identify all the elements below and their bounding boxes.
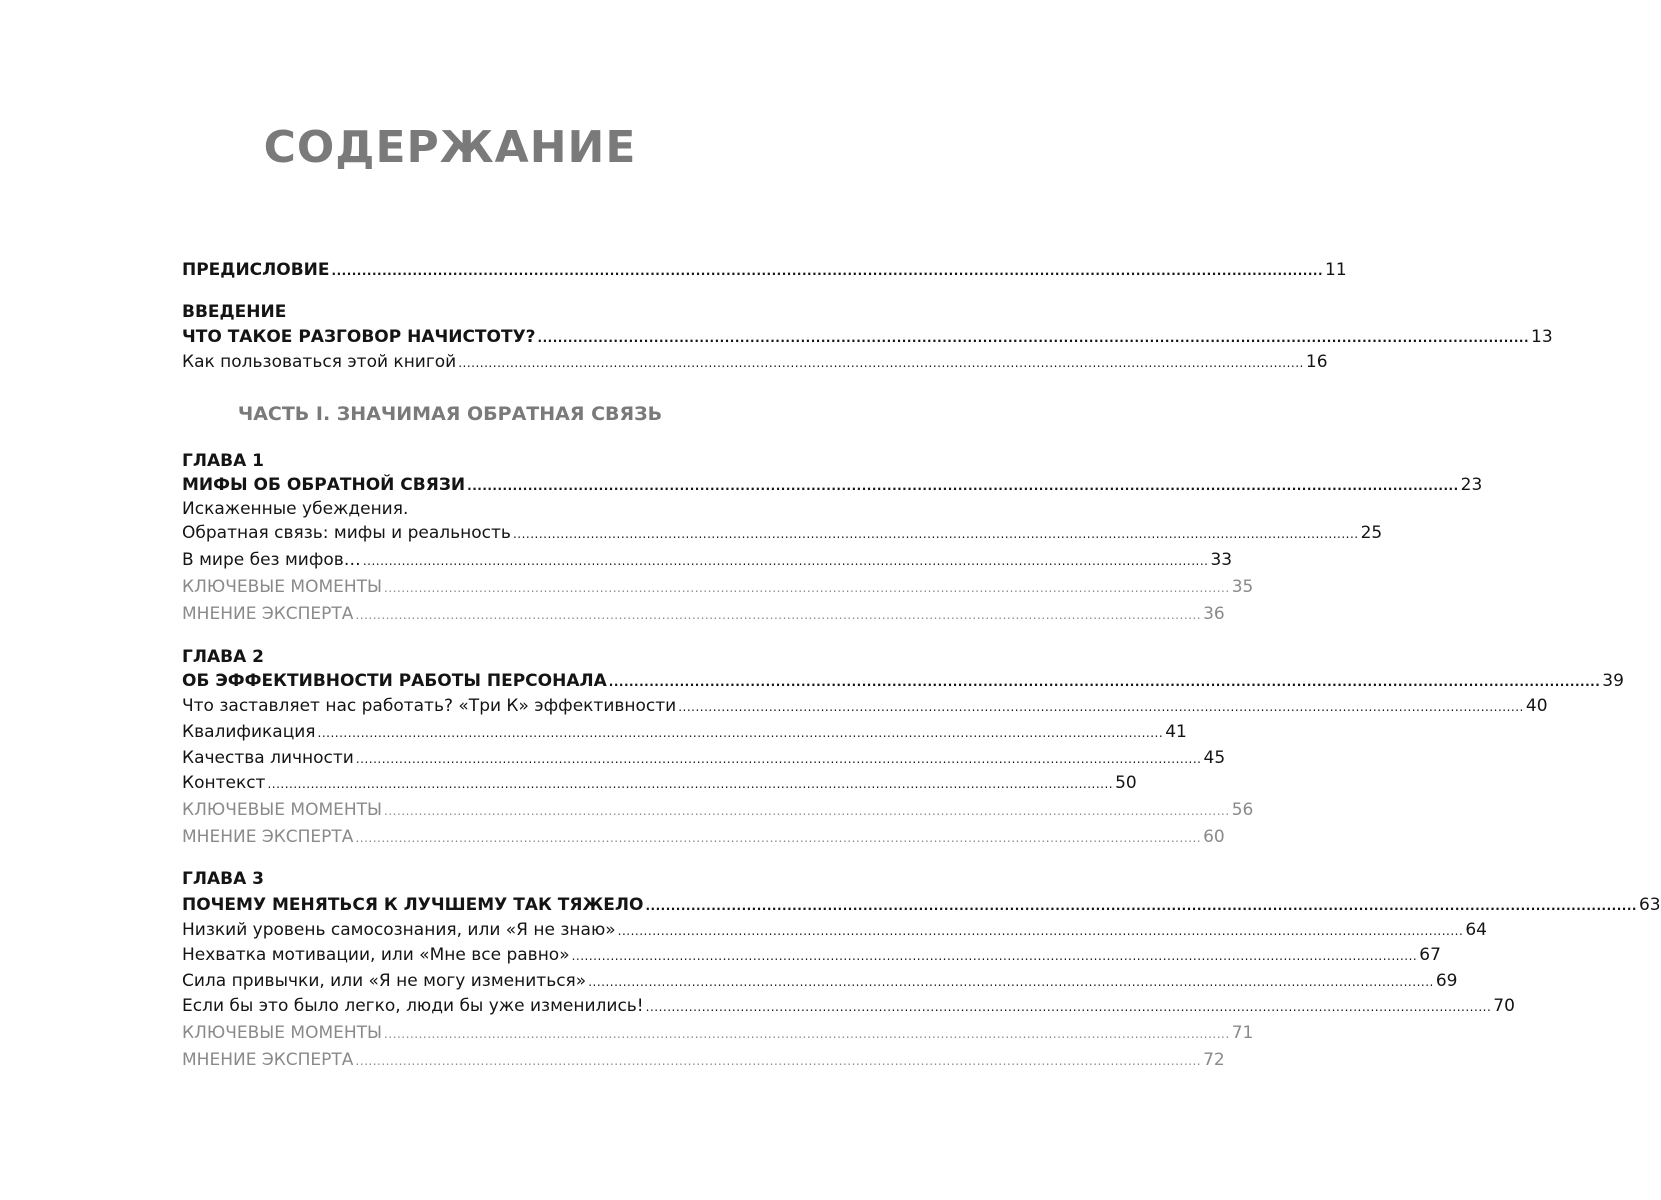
toc-entry-page: 72 [1203, 1050, 1225, 1070]
dot-leader: .................................................................................................................................................................................................... [355, 752, 1202, 766]
toc-entry-title: Качества личности [182, 748, 354, 768]
toc-entry[interactable] [182, 746, 1226, 770]
toc-entry-title: Контекст [182, 773, 266, 793]
dot-leader: .................................................................................................................................................................................................... [267, 777, 1114, 791]
toc-entry[interactable] [182, 918, 1487, 942]
dot-leader: .................................................................................................................................................................................................... [608, 675, 1601, 689]
toc-entry-page: 35 [1231, 577, 1254, 597]
toc-entry[interactable] [182, 969, 1458, 993]
dot-leader: .................................................................................................................................................................................................... [678, 700, 1524, 714]
toc-entry-title: Нехватка мотивации, или «Мне все равно» [182, 945, 570, 965]
chapter-title-entry[interactable] [182, 893, 1661, 917]
toc-entry-title: МНЕНИЕ ЭКСПЕРТА [182, 604, 354, 624]
dot-leader: .................................................................................................................................................................................................... [355, 831, 1202, 845]
toc-entry[interactable] [182, 548, 1233, 572]
toc-entry-page: 50 [1115, 773, 1137, 793]
toc-entry-page: 63 [1638, 895, 1661, 915]
toc-entry-page: 56 [1231, 800, 1254, 820]
toc-entry-page: 60 [1203, 827, 1225, 847]
dot-leader: .................................................................................................................................................................................................... [588, 975, 1434, 989]
chapter-title-entry[interactable] [182, 473, 1483, 497]
toc-entry-page: 33 [1210, 550, 1233, 570]
toc-entry-key-points[interactable] [182, 1021, 1254, 1045]
intro-heading: ВВЕДЕНИЕ [182, 302, 287, 322]
toc-entry-title: Квалификация [182, 722, 316, 742]
toc-entry-title: Если бы это было легко, люди бы уже изменились! [182, 996, 644, 1016]
toc-entry-page: 45 [1203, 748, 1226, 768]
toc-entry[interactable] [182, 994, 1515, 1018]
toc-entry-title: В мире без мифов… [182, 550, 361, 570]
toc-entry-expert-opinion[interactable] [182, 602, 1225, 626]
toc-entry-key-points[interactable] [182, 798, 1254, 822]
dot-leader: .................................................................................................................................................................................................... [458, 356, 1304, 370]
toc-entry-title: КЛЮЧЕВЫЕ МОМЕНТЫ [182, 577, 383, 597]
toc-entry-title: Сила привычки, или «Я не могу измениться» [182, 971, 587, 991]
toc-entry-title: Низкий уровень самосознания, или «Я не знаю» [182, 920, 616, 940]
dot-leader: .................................................................................................................................................................................................... [384, 1027, 1230, 1041]
page-title: СОДЕРЖАНИЕ [263, 122, 637, 173]
toc-entry-title: ОБ ЭФФЕКТИВНОСТИ РАБОТЫ ПЕРСОНАЛА [182, 671, 607, 691]
toc-entry-page: 64 [1465, 920, 1487, 940]
toc-entry-intro-main[interactable] [182, 325, 1553, 349]
toc-entry-title: КЛЮЧЕВЫЕ МОМЕНТЫ [182, 1023, 383, 1043]
toc-entry-expert-opinion[interactable] [182, 1048, 1225, 1072]
dot-leader: .................................................................................................................................................................................................... [467, 479, 1459, 493]
toc-entry[interactable] [182, 720, 1187, 744]
toc-entry-page: 25 [1360, 523, 1383, 543]
toc-entry-key-points[interactable] [182, 575, 1254, 599]
dot-leader: .................................................................................................................................................................................................... [355, 608, 1202, 622]
dot-leader: .................................................................................................................................................................................................... [317, 726, 1164, 740]
toc-entry[interactable] [182, 771, 1137, 795]
toc-entry-title: КЛЮЧЕВЫЕ МОМЕНТЫ [182, 800, 383, 820]
dot-leader: .................................................................................................................................................................................................... [512, 527, 1359, 541]
dot-leader: .................................................................................................................................................................................................... [571, 949, 1418, 963]
toc-entry[interactable] [182, 943, 1441, 967]
toc-entry-page: 67 [1419, 945, 1441, 965]
chapter-label: ГЛАВА 1 [182, 451, 264, 471]
toc-entry-page: 39 [1602, 671, 1624, 691]
part-title: ЧАСТЬ I. ЗНАЧИМАЯ ОБРАТНАЯ СВЯЗЬ [237, 403, 663, 425]
dot-leader: .................................................................................................................................................................................................... [617, 924, 1464, 938]
toc-entry[interactable] [182, 694, 1548, 718]
dot-leader: .................................................................................................................................................................................................... [331, 264, 1323, 278]
toc-entry-page: 70 [1493, 996, 1515, 1016]
dot-leader: .................................................................................................................................................................................................... [384, 804, 1230, 818]
chapter-intro-line: Искаженные убеждения. [182, 499, 409, 519]
toc-entry-title: Что заставляет нас работать? «Три К» эффективности [182, 696, 677, 716]
toc-entry-page: 41 [1165, 722, 1187, 742]
toc-entry-title: МИФЫ ОБ ОБРАТНОЙ СВЯЗИ [182, 475, 466, 495]
toc-entry-title: ПРЕДИСЛОВИЕ [182, 260, 330, 280]
dot-leader: .................................................................................................................................................................................................... [537, 331, 1530, 345]
toc-entry-title: МНЕНИЕ ЭКСПЕРТА [182, 1050, 354, 1070]
chapter-label: ГЛАВА 3 [182, 869, 264, 889]
chapter-label: ГЛАВА 2 [182, 647, 264, 667]
toc-entry-page: 23 [1460, 475, 1483, 495]
toc-entry-title: МНЕНИЕ ЭКСПЕРТА [182, 827, 354, 847]
toc-entry-title: ЧТО ТАКОЕ РАЗГОВОР НАЧИСТОТУ? [182, 327, 536, 347]
chapter-title-entry[interactable] [182, 669, 1624, 693]
toc-entry-expert-opinion[interactable] [182, 825, 1225, 849]
dot-leader: .................................................................................................................................................................................................... [384, 581, 1230, 595]
dot-leader: .................................................................................................................................................................................................... [362, 554, 1209, 568]
toc-entry-page: 71 [1231, 1023, 1254, 1043]
toc-entry-page: 36 [1203, 604, 1225, 624]
toc-entry-page: 16 [1305, 352, 1328, 372]
dot-leader: .................................................................................................................................................................................................... [645, 899, 1637, 913]
toc-entry-title: Обратная связь: мифы и реальность [182, 523, 511, 543]
toc-entry-page: 13 [1531, 327, 1553, 347]
toc-entry[interactable] [182, 521, 1383, 545]
toc-entry-page: 69 [1435, 971, 1458, 991]
toc-entry-how-to-use[interactable] [182, 350, 1328, 374]
toc-entry-page: 40 [1525, 696, 1548, 716]
dot-leader: .................................................................................................................................................................................................... [355, 1054, 1202, 1068]
toc-entry-preface[interactable] [182, 258, 1347, 282]
toc-entry-title: Как пользоваться этой книгой [182, 352, 457, 372]
toc-entry-title: ПОЧЕМУ МЕНЯТЬСЯ К ЛУЧШЕМУ ТАК ТЯЖЕЛО [182, 895, 644, 915]
dot-leader: .................................................................................................................................................................................................... [645, 1000, 1492, 1014]
toc-entry-page: 11 [1325, 260, 1347, 280]
